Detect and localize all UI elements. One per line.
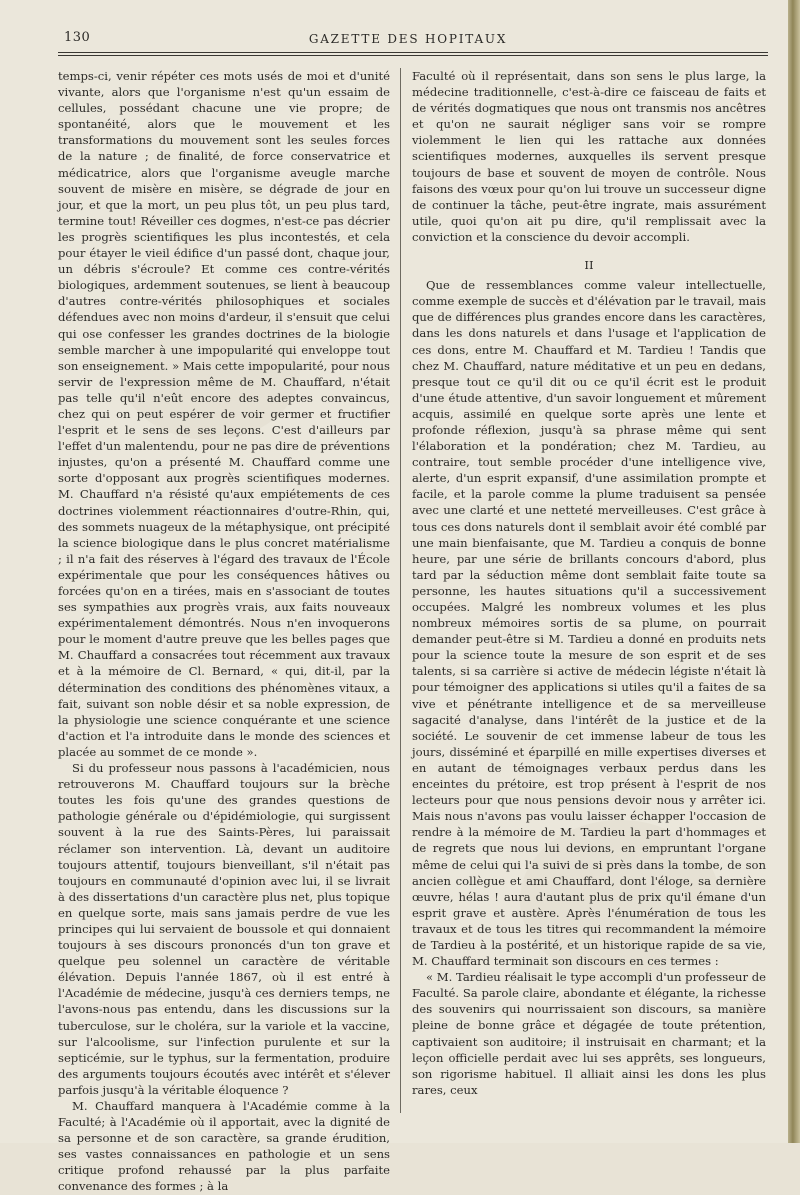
paragraph: Faculté où il représentait, dans son sens le plus large, la médecine traditionnelle, c'est-à-dire ce faisceau de faits et de vérités dogmatiques que nous ont transmis nos ancêtres et qu'on ne saurait négliger sans voir se rompre violemment le lien qui les rattache aux données scientifiques modernes, auxquelles ils servent presque toujours de base et souvent de moyen de contrôle. Nous faisons des vœux pour qu'on lui trouve un successeur digne de continuer la tâche, peut-être ingrate, mais assurément utile, quoi qu'on ait pu dire, qu'il remplissait avec la conviction et la conscience du devoir accompli. — [412, 69, 766, 244]
header-rule — [58, 52, 768, 53]
section-number: II — [584, 258, 594, 273]
page-header — [58, 28, 758, 52]
running-title: GAZETTE DES HOPITAUX — [308, 32, 508, 46]
paragraph: Si du professeur nous passons à l'académicien, nous retrouverons M. Chauffard toujours sur la brèche toutes les fois qu'une des grandes questions de pathologie générale ou d'épidémiologie, qui surgissent souvent à la rue des Saints-Pères, lui paraissait réclamer son intervention. Là, devant un auditoire toujours attentif, toujours bienveillant, s'il n'était pas toujours en communauté d'opinion avec lui, il se livrait à des dissertations d'un caractère plus net, plus topique en quelque sorte, mais sans jamais perdre de vue les principes qui lui servaient de boussole et qui donnaient toujours à ses discours prononcés d'un ton grave et quelque peu solennel un caractère de véritable élévation. Depuis l'année 1867, où il est entré à l'Académie de médecine, jusqu'à ces derniers temps, ne l'avons-nous pas entendu, dans les discussions sur la tuberculose, sur le choléra, sur la variole et la vaccine, sur l'alcoolisme, sur l'infection purulente et sur la septicémie, sur le typhus, sur la fermentation, produire des arguments toujours écoutés avec intérêt et s'élever parfois jusqu'à la véritable éloquence ? — [58, 761, 390, 1097]
paragraph: Que de ressemblances comme valeur intellectuelle, comme exemple de succès et d'élévation par le travail, mais que de différences plus grandes encore dans les caractères, dans les dons naturels et dans l'usage et l'application de ces dons, entre M. Chauffard et M. Tardieu ! Tandis que chez M. Chauffard, nature méditative et un peu en dedans, presque tout ce qu'il dit ou ce qu'il écrit est le produit d'une étude attentive, d'un savoir longuement et mûrement acquis, assimilé en quelque sorte après une lente et profonde réflexion, jusqu'à sa phrase même qui sent l'élaboration et la pondération; chez M. Tardieu, au contraire, tout semble procéder d'une intelligence vive, alerte, d'un esprit expansif, d'une assimilation prompte et facile, et la parole comme la plume traduisent sa pensée avec une clarté et une netteté merveilleuses. C'est grâce à tous ces dons naturels dont il semblait avoir été comblé par une main bienfaisante, que M. Tardieu a conquis de bonne heure, par une série de brillants concours d'abord, plus tard par la séduction même dont semblait faite toute sa personne, les hautes situations qu'il a successivement occupées. Malgré les nombreux volumes et les plus nombreux mémoires sortis de sa plume, on pourrait demander peut-être si M. Tardieu a donné en produits nets pour la science toute la mesure de son esprit et de ses talents, si sa carrière si active de médecin légiste n'était là pour témoigner des applications si utiles qu'il a faites de sa vive et pénétrante intelligence et de sa merveilleuse sagacité d'analyse, dans l'intérêt de la justice et de la société. Le souvenir de cet immense labeur de tous les jours, disséminé et éparpillé en mille expertises diverses et en autant de témoignages verbaux perdus dans les enceintes du prétoire, est trop présent à l'esprit de nos lecteurs pour que nous pensions devoir nous y arrêter ici. Mais nous n'avons pas voulu laisser échapper l'occasion de rendre à la mémoire de M. Tardieu la part d'hommages et de regrets que nous lui devions, en empruntant l'organe même de celui qui l'a suivi de si près dans la tombe, de son ancien collègue et ami Chauffard, dont l'éloge, sa dernière œuvre, hélas ! aura d'autant plus de prix qu'il émane d'un esprit grave et austère. Après l'énumération de tous les travaux et de tous les titres qui recommandent la mémoire de Tardieu à la postérité, et un historique rapide de sa vie, M. Chauffard terminait son discours en ces termes : — [412, 278, 766, 969]
page-edge — [788, 0, 800, 1143]
paragraph: « M. Tardieu réalisait le type accompli d'un professeur de Faculté. Sa parole claire, abondante et élégante, la richesse des souvenirs qui nourrissaient son discours, sa manière pleine de bonne grâce et dégagée de toute prétention, captivaient son auditoire; il instruisait en charmant; et la leçon officielle perdait avec lui ses apprêts, ses longueurs, son rigorisme habituel. Il alliait ainsi les dons les plus rares, ceux — [412, 970, 766, 1097]
header-rule — [58, 55, 768, 56]
paragraph: M. Chauffard manquera à l'Académie comme à la Faculté; à l'Académie où il apportait, avec la dignité de sa personne et de son caractère, sa grande érudition, ses vastes connaissances en pathologie et un sens critique profond rehaussé par la plus parfaite convenance des formes ; à la — [58, 1099, 390, 1194]
page-number: 130 — [64, 30, 91, 45]
column-divider — [400, 68, 401, 1113]
paragraph: temps-ci, venir répéter ces mots usés de moi et d'unité vivante, alors que l'organisme n'est qu'un essaim de cellules, possédant chacune une vie propre; de spontanéité, alors que le mouvement et les transformations du mouvement sont les seules forces de la nature ; de finalité, de force conservatrice et médicatrice, alors que l'organisme aveugle marche souvent de misère en misère, se dégrade de jour en jour, et que la mort, un peu plus tôt, un peu plus tard, termine tout! Réveiller ces dogmes, n'est-ce pas décrier les progrès scientifiques les plus incontestés, et cela pour étayer le vieil édifice d'un passé dont, chaque jour, un débris s'écroule? Et comme ces contre-vérités biologiques, ardemment soutenues, se lient à beaucoup d'autres contre-vérités philosophiques et sociales défendues avec non moins d'ardeur, il s'ensuit que celui qui ose confesser les grandes doctrines de la biologie semble marcher à une impopularité qui enveloppe tout son enseignement. » Mais cette impopularité, pour nous servir de l'expression même de M. Chauffard, n'était pas telle qu'il n'eût encore des adeptes convaincus, chez qui on peut espérer de voir germer et fructifier l'esprit et le sens de ses leçons. C'est d'ailleurs par l'effet d'un malentendu, pour ne pas dire de préventions injustes, qu'on a présenté M. Chauffard comme une sorte d'opposant aux progrès scientifiques modernes. M. Chauffard n'a résisté qu'aux empiétements de ces doctrines violemment réactionnaires d'outre-Rhin, qui, des sommets nuageux de la métaphysique, ont précipité la science biologique dans le plus concret matérialisme ; il n'a fait des réserves à l'égard des travaux de l'École expérimentale que pour les conséquences hâtives ou forcées qu'on en a tirées, mais en s'associant de toutes ses sympathies aux progrès vrais, aux faits nouveaux expérimentalement démontrés. Nous n'en invoquerons pour le moment d'autre preuve que les belles pages que M. Chauffard a consacrées tout récemment aux travaux et à la mémoire de Cl. Bernard, « qui, dit-il, par la détermination des conditions des phénomènes vitaux, a fait, suivant son noble désir et sa noble expression, de la physiologie une science conquérante et une science d'action et l'a introduite dans le monde des sciences et placée au sommet de ce monde ». — [58, 69, 390, 759]
right-column — [412, 68, 766, 1108]
left-column — [58, 68, 390, 1194]
